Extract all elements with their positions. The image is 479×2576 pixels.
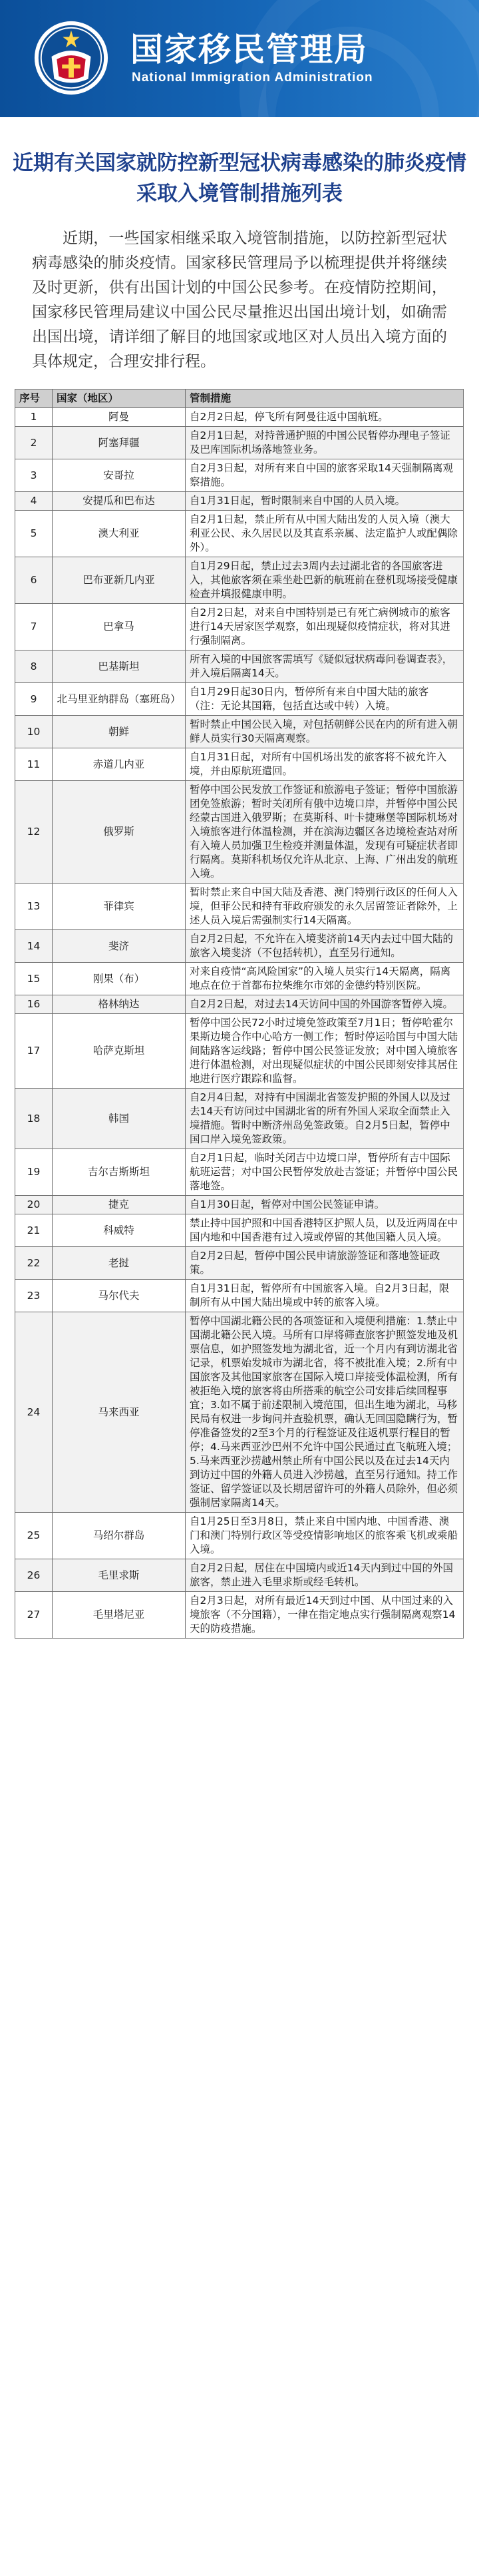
row-country: 韩国	[53, 1089, 186, 1149]
row-measure: 自1月29日起，禁止过去3周内去过湖北省的各国旅客进入，其他旅客须在乘坐赴巴新的航班前在登机现场接受健康检查并填报健康申明。	[186, 557, 464, 604]
row-country: 菲律宾	[53, 884, 186, 930]
row-country: 毛里塔尼亚	[53, 1592, 186, 1639]
row-country: 斐济	[53, 930, 186, 963]
row-country: 北马里亚纳群岛（塞班岛）	[53, 683, 186, 716]
table-row	[15, 1149, 464, 1196]
row-number: 12	[15, 781, 53, 884]
row-measure: 自1月31日起，对所有中国机场出发的旅客将不被允许入境，并由原航班遣回。	[186, 748, 464, 781]
row-measure: 禁止持中国护照和中国香港特区护照人员，以及近两周在中国内地和中国香港有过入境或停留的其他国籍人员入境。	[186, 1214, 464, 1247]
header-no: 序号	[15, 389, 53, 408]
row-number: 27	[15, 1592, 53, 1639]
entry-measures-table	[15, 389, 464, 1639]
row-number: 20	[15, 1196, 53, 1214]
row-measure: 自2月3日起，对所有来自中国的旅客采取14天强制隔离观察措施。	[186, 459, 464, 492]
row-number: 2	[15, 427, 53, 459]
row-country: 阿曼	[53, 408, 186, 427]
title-line-2: 采取入境管制措施列表	[136, 182, 343, 206]
row-country: 安哥拉	[53, 459, 186, 492]
row-number: 13	[15, 884, 53, 930]
table-row	[15, 1559, 464, 1592]
row-measure: 暂停中国公民发放工作签证和旅游电子签证；暂停中国旅游团免签旅游；暂时关闭所有俄中边境口岸，并暂停中国公民经蒙古国进入俄罗斯；在莫斯科、叶卡捷琳堡等国际机场对入境旅客进行体温检测，并在滨海边疆区各边境检查站对所有入境人员加强卫生检疫并测量体温，发现有可疑症状者即行隔离。莫斯科机场仅允许从北京、上海、广州出发的航班入境。	[186, 781, 464, 884]
table-row	[15, 748, 464, 781]
row-number: 6	[15, 557, 53, 604]
row-number: 15	[15, 963, 53, 995]
row-country: 科威特	[53, 1214, 186, 1247]
row-measure: 所有入境的中国旅客需填写《疑似冠状病毒问卷调查表》，并入境后隔离14天。	[186, 650, 464, 683]
row-measure: 自2月2日起，居住在中国境内或近14天内到过中国的外国旅客，禁止进入毛里求斯或经毛转机。	[186, 1559, 464, 1592]
header-country: 国家（地区）	[53, 389, 186, 408]
table-row	[15, 1592, 464, 1639]
row-number: 4	[15, 492, 53, 511]
table-row	[15, 683, 464, 716]
table-row	[15, 930, 464, 963]
row-number: 16	[15, 995, 53, 1014]
row-measure: 暂停中国湖北籍公民的各项签证和入境便利措施：1.禁止中国湖北籍公民入境。马所有口岸将筛查旅客护照签发地及机票信息，如护照签发地为湖北省，近一个月内有到访湖北省记录，机票始发城市为湖北省，将不被批准入境；2.所有中国旅客及其他国家旅客在国际入境口岸接受体温检测，所有被拒绝入境的旅客将由所搭乘的航空公司安排后续回程事宜；3.如不属于前述限制入境范围，但出生地为湖北，马移民局有权进一步询问并查验机票，确认无回国隐瞒行为，暂停准备签发的2至3个月的行程签证及往返机票行程目的暂停；4.马来西亚沙巴州不允许中国公民通过直飞航班入境；5.马来西亚沙捞越州禁止所有中国公民以及在过去14天内到访过中国的外籍人员进入沙捞越，直至另行通知。持工作签证、留学签证以及长期居留许可的外籍人员除外，但必须强制居家隔离14天。	[186, 1312, 464, 1513]
table-header-row	[15, 389, 464, 408]
row-number: 17	[15, 1014, 53, 1089]
row-country: 老挝	[53, 1247, 186, 1280]
table-row	[15, 995, 464, 1014]
table-row	[15, 459, 464, 492]
row-country: 马尔代夫	[53, 1280, 186, 1312]
row-country: 毛里求斯	[53, 1559, 186, 1592]
row-measure: 自1月31日起，暂时限制来自中国的人员入境。	[186, 492, 464, 511]
row-country: 澳大利亚	[53, 511, 186, 557]
page-title	[0, 148, 479, 209]
table-row	[15, 1014, 464, 1089]
row-country: 安提瓜和巴布达	[53, 492, 186, 511]
table-row	[15, 1196, 464, 1214]
row-measure: 自2月2日起，停飞所有阿曼往返中国航班。	[186, 408, 464, 427]
row-measure: 自1月31日起，暂停所有中国旅客入境。自2月3日起，限制所有从中国大陆出境或中转的旅客入境。	[186, 1280, 464, 1312]
row-number: 5	[15, 511, 53, 557]
table-row	[15, 1513, 464, 1559]
row-number: 22	[15, 1247, 53, 1280]
row-country: 马绍尔群岛	[53, 1513, 186, 1559]
row-measure: 自2月2日起，不允许在入境斐济前14天内去过中国大陆的旅客入境斐济（不包括转机），直至另行通知。	[186, 930, 464, 963]
row-number: 25	[15, 1513, 53, 1559]
table-row	[15, 557, 464, 604]
row-measure: 自2月1日起，对持普通护照的中国公民暂停办理电子签证及巴库国际机场落地签业务。	[186, 427, 464, 459]
table-row	[15, 884, 464, 930]
row-number: 23	[15, 1280, 53, 1312]
row-country: 捷克	[53, 1196, 186, 1214]
row-measure: 自2月2日起，暂停中国公民申请旅游签证和落地签证政策。	[186, 1247, 464, 1280]
row-number: 11	[15, 748, 53, 781]
row-measure: 自1月25日至3月8日，禁止来自中国内地、中国香港、澳门和澳门特别行政区等受疫情影响地区的旅客乘飞机或乘船入境。	[186, 1513, 464, 1559]
row-number: 1	[15, 408, 53, 427]
table-row	[15, 492, 464, 511]
row-country: 朝鲜	[53, 716, 186, 748]
row-country: 阿塞拜疆	[53, 427, 186, 459]
row-number: 9	[15, 683, 53, 716]
row-measure: 自2月1日起，禁止所有从中国大陆出发的人员入境（澳大利亚公民、永久居民以及其直系亲属、法定监护人或配偶除外）。	[186, 511, 464, 557]
row-number: 10	[15, 716, 53, 748]
row-measure: 自2月4日起，对持有中国湖北省签发护照的外国人以及过去14天有访问过中国湖北省的所有外国人采取全面禁止入境措施。暂时中断济州岛免签政策。自2月5日起，暂停中国口岸入境免签政策。	[186, 1089, 464, 1149]
row-country: 刚果（布）	[53, 963, 186, 995]
row-country: 马来西亚	[53, 1312, 186, 1513]
row-country: 巴布亚新几内亚	[53, 557, 186, 604]
table-row	[15, 781, 464, 884]
row-number: 18	[15, 1089, 53, 1149]
row-country: 吉尔吉斯斯坦	[53, 1149, 186, 1196]
row-measure: 自2月3日起，对所有最近14天到过中国、从中国过来的入境旅客（不分国籍），一律在指定地点实行强制隔离观察14天的防疫措施。	[186, 1592, 464, 1639]
org-name-en: National Immigration Administration	[132, 71, 373, 85]
immigration-emblem-icon	[32, 19, 110, 97]
row-country: 哈萨克斯坦	[53, 1014, 186, 1089]
row-measure: 暂时禁止中国公民入境，对包括朝鲜公民在内的所有进入朝鲜人员实行30天隔离观察。	[186, 716, 464, 748]
table-row	[15, 1247, 464, 1280]
row-country: 巴拿马	[53, 604, 186, 650]
table-row	[15, 1089, 464, 1149]
row-measure: 自2月2日起，对来自中国特别是已有死亡病例城市的旅客进行14天居家医学观察，如出现疑似疫情症状，将对其进行强制隔离。	[186, 604, 464, 650]
row-number: 26	[15, 1559, 53, 1592]
row-number: 8	[15, 650, 53, 683]
row-country: 巴基斯坦	[53, 650, 186, 683]
row-measure: 自1月29日起30日内，暂停所有来自中国大陆的旅客（注：无论其国籍，包括直达或中转）入境。	[186, 683, 464, 716]
row-country: 俄罗斯	[53, 781, 186, 884]
table-row	[15, 1280, 464, 1312]
row-measure: 自2月2日起，对过去14天访问中国的外国游客暂停入境。	[186, 995, 464, 1014]
table-row	[15, 716, 464, 748]
header-banner	[0, 0, 479, 117]
row-number: 24	[15, 1312, 53, 1513]
header-measure: 管制措施	[186, 389, 464, 408]
table-row	[15, 1214, 464, 1247]
table-row	[15, 408, 464, 427]
table-row	[15, 511, 464, 557]
row-country: 赤道几内亚	[53, 748, 186, 781]
row-measure: 对来自疫情“高风险国家”的入境人员实行14天隔离，隔离地点在位于首都布拉柴维尔市郊的金德约特别医院。	[186, 963, 464, 995]
row-measure: 暂时禁止来自中国大陆及香港、澳门特别行政区的任何人入境，但菲公民和持有菲政府颁发的永久居留签证者除外，上述人员入境后需强制实行14天隔离。	[186, 884, 464, 930]
row-number: 7	[15, 604, 53, 650]
row-number: 21	[15, 1214, 53, 1247]
row-measure: 暂停中国公民72小时过境免签政策至7月1日；暂停哈霍尔果斯边境合作中心哈方一侧工作；暂时停运哈国与中国大陆间陆路客运线路；暂停中国公民签证发放；对中国入境旅客进行体温检测，对出现疑似症状的中国公民即刻安排其居住地进行医疗跟踪和监督。	[186, 1014, 464, 1089]
table-row	[15, 963, 464, 995]
row-number: 3	[15, 459, 53, 492]
table-row	[15, 650, 464, 683]
row-country: 格林纳达	[53, 995, 186, 1014]
intro-paragraph: 近期，一些国家相继采取入境管制措施，以防控新型冠状病毒感染的肺炎疫情。国家移民管理局予以梳理提供并将继续及时更新，供有出国计划的中国公民参考。在疫情防控期间，国家移民管理局建议中国公民尽量推迟出国出境计划，如确需出国出境，请详细了解目的地国家或地区对人员出入境方面的具体规定，合理安排行程。	[32, 230, 447, 370]
table-row	[15, 427, 464, 459]
row-number: 19	[15, 1149, 53, 1196]
row-measure: 自2月1日起，临时关闭吉中边境口岸，暂停所有吉中国际航班运营；对中国公民暂停发放赴吉签证；并暂停中国公民落地签。	[186, 1149, 464, 1196]
table-row	[15, 604, 464, 650]
table-body	[15, 408, 464, 1639]
org-name-cn: 国家移民管理局	[130, 31, 369, 69]
row-measure: 自1月30日起，暂停对中国公民签证申请。	[186, 1196, 464, 1214]
title-line-1: 近期有关国家就防控新型冠状病毒感染的肺炎疫情	[13, 151, 466, 175]
row-number: 14	[15, 930, 53, 963]
table-row	[15, 1312, 464, 1513]
